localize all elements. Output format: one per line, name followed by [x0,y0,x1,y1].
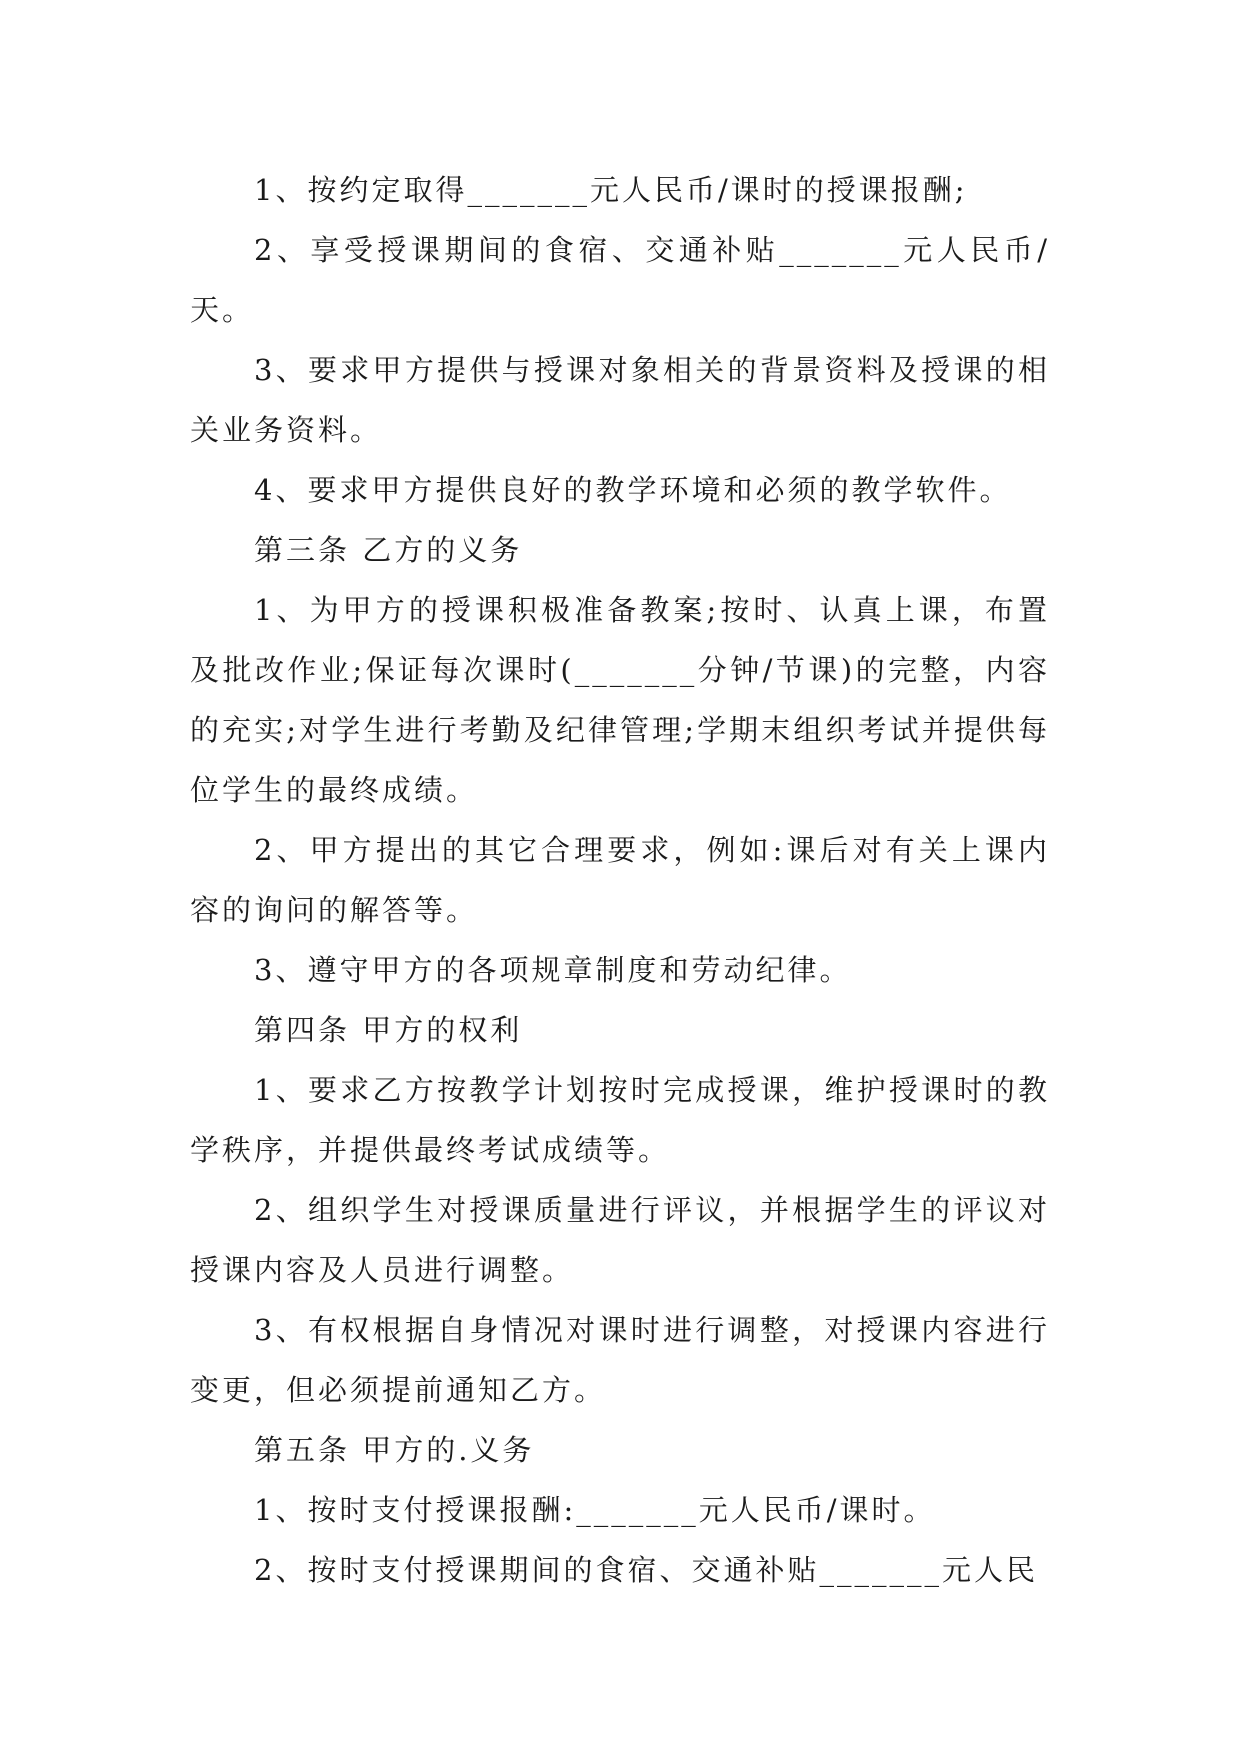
section-heading-article-4: 第四条 甲方的权利 [254,1013,523,1047]
paragraph-6: 1、为甲方的授课积极准备教案;按时、认真上课，布置及批改作业;保证每次课时(_______分钟/节课)的完整，内容的充实;对学生进行考勤及纪律管理;学期末组织考试并提供每位学生的最终成绩。 [190,593,1050,807]
paragraph-10: 1、要求乙方按教学计划按时完成授课，维护授课时的教学秩序，并提供最终考试成绩等。 [190,1073,1050,1167]
paragraph-12: 3、有权根据自身情况对课时进行调整，对授课内容进行变更，但必须提前通知乙方。 [190,1313,1050,1407]
paragraph-15: 2、按时支付授课期间的食宿、交通补贴_______元人民 [254,1553,1038,1587]
paragraph-8: 3、遵守甲方的各项规章制度和劳动纪律。 [254,953,852,987]
paragraph-1: 1、按约定取得_______元人民币/课时的授课报酬; [254,173,968,207]
document-body [190,160,1050,1600]
section-heading-article-5: 第五条 甲方的.义务 [254,1433,535,1467]
paragraph-11: 2、组织学生对授课质量进行评议，并根据学生的评议对授课内容及人员进行调整。 [190,1193,1050,1287]
paragraph-2: 2、享受授课期间的食宿、交通补贴_______元人民币/天。 [190,233,1050,327]
paragraph-3: 3、要求甲方提供与授课对象相关的背景资料及授课的相关业务资料。 [190,353,1050,447]
section-heading-article-3: 第三条 乙方的义务 [254,533,523,567]
paragraph-14: 1、按时支付授课报酬:_______元人民币/课时。 [254,1493,936,1527]
paragraph-7: 2、甲方提出的其它合理要求，例如:课后对有关上课内容的询问的解答等。 [190,833,1050,927]
paragraph-4: 4、要求甲方提供良好的教学环境和必须的教学软件。 [254,473,1012,507]
